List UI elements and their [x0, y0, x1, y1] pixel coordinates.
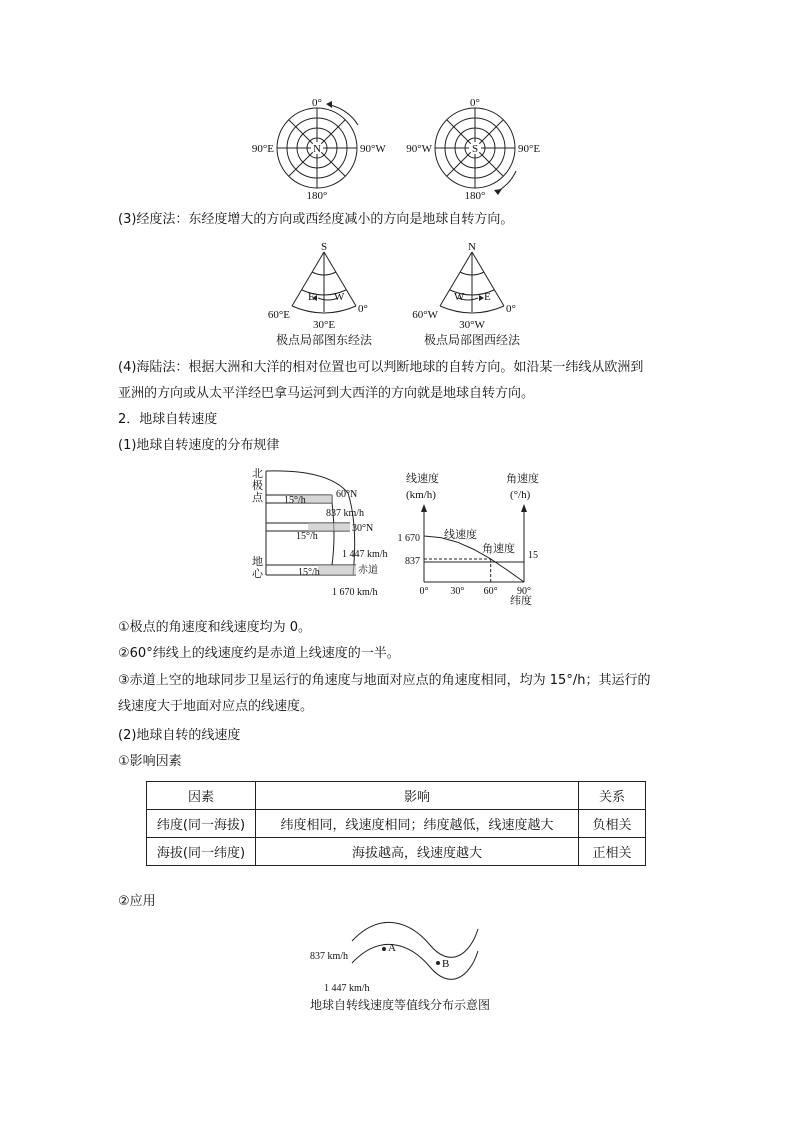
application-heading: ②应用: [118, 894, 156, 909]
speed-latitude-chart: [398, 470, 558, 610]
south-center-label: S: [471, 143, 479, 155]
x-tick-label: 0°: [419, 586, 429, 597]
point-1: ①极点的角速度和线速度均为 0。: [118, 620, 312, 635]
sector-west-right: 0°: [506, 303, 516, 315]
speed-0-label: 1 670 km/h: [332, 587, 378, 598]
sector-west-caption: 极点局部图西经法: [423, 333, 521, 347]
table-cell: 海拔越高，线速度越大: [256, 838, 579, 866]
table-cell: 海拔(同一纬度): [147, 838, 256, 866]
south-left-label: 90°W: [406, 143, 432, 155]
point-3-line-1: ③赤道上空的地球同步卫星运行的角速度与地面对应点的角速度相同，均为 15°/h；其运行的: [118, 673, 651, 688]
section-2-heading: 2．地球自转速度: [118, 412, 218, 427]
factor-table: [146, 781, 646, 866]
sector-east-left: 60°E: [267, 309, 290, 321]
north-pole-char-2: 极: [252, 479, 263, 492]
x-tick-label: 90°: [517, 586, 531, 597]
factors-heading: ①影响因素: [118, 754, 182, 769]
table-cell: 纬度相同，线速度相同；纬度越低，线速度越大: [256, 810, 579, 838]
sector-east-w: W: [334, 291, 345, 303]
table-row: [147, 810, 646, 838]
series-label-linear: 线速度: [444, 528, 477, 541]
south-right-label: 90°E: [518, 143, 541, 155]
sector-west-bottom: 30°W: [459, 319, 485, 331]
earth-center-char-1: 地: [252, 555, 263, 568]
equator-label: 赤道: [358, 565, 378, 576]
sector-east-right: 0°: [358, 303, 368, 315]
earth-rotation-diagram: [248, 465, 398, 605]
north-top-label: 0°: [312, 97, 322, 109]
sector-east-e: E: [308, 291, 315, 303]
north-left-label: 90°E: [251, 143, 274, 155]
para-4-line-1: (4)海陆法：根据大洲和大洋的相对位置也可以判断地球的自转方向。如沿某一纬线从欧洲到: [118, 360, 644, 375]
south-top-label: 0°: [470, 97, 480, 109]
angle-label-3: 15°/h: [298, 567, 320, 578]
table-header-row: [147, 782, 646, 810]
sector-west-w: W: [454, 291, 465, 303]
table-cell: 正相关: [579, 838, 646, 866]
north-center-label: N: [313, 143, 321, 155]
earth-center-char-2: 心: [252, 567, 263, 580]
north-pole-char-1: 北: [252, 467, 263, 480]
table-row: [147, 838, 646, 866]
north-bottom-label: 180°: [306, 190, 328, 202]
y-right-label-2: (°/h): [510, 489, 531, 501]
point-2: ②60°纬线上的线速度约是赤道上线速度的一半。: [118, 646, 400, 661]
isoline-caption: 地球自转线速度等值线分布示意图: [309, 998, 491, 1012]
point-3-line-2: 线速度大于地面对应点的线速度。: [118, 699, 314, 714]
table-header-cell: 关系: [579, 782, 646, 810]
angle-label-2: 15°/h: [296, 531, 318, 542]
sector-east-top: S: [320, 241, 328, 253]
x-tick-label: 30°: [450, 586, 465, 597]
y-left-label-1: 线速度: [406, 472, 439, 485]
series-label-angular: 角速度: [482, 542, 515, 555]
subsection-1-heading: (1)地球自转速度的分布规律: [118, 438, 280, 453]
sector-west-e: E: [484, 291, 491, 303]
angle-label-1: 15°/h: [284, 495, 306, 506]
table-cell: 负相关: [579, 810, 646, 838]
table-cell: 纬度(同一海拔): [147, 810, 256, 838]
y-right-tick-15: 15: [528, 550, 538, 561]
sector-east-bottom: 30°E: [312, 319, 336, 331]
north-pole-char-3: 点: [252, 491, 263, 504]
sector-east-caption: 极点局部图东经法: [275, 333, 373, 347]
north-pole-diagram: [240, 95, 400, 205]
subsection-2-heading: (2)地球自转的线速度: [118, 728, 241, 743]
table-header-cell: 影响: [256, 782, 579, 810]
isoline-diagram: [300, 915, 500, 1015]
isoline-lower-label: 1 447 km/h: [324, 983, 370, 994]
sector-east-diagram: [262, 240, 382, 350]
y-right-label-1: 角速度: [506, 472, 539, 485]
y-tick-837: 837: [405, 556, 420, 567]
table-header-cell: 因素: [147, 782, 256, 810]
south-bottom-label: 180°: [464, 190, 486, 202]
sector-west-diagram: [410, 240, 540, 350]
north-right-label: 90°W: [360, 143, 386, 155]
lat-60-label: 60°N: [336, 489, 358, 500]
y-tick-1670: 1 670: [397, 533, 420, 544]
para-4-line-2: 亚洲的方向或从太平洋经巴拿马运河到大西洋的方向就是地球自转方向。: [118, 386, 535, 401]
x-tick-label: 60°: [483, 586, 498, 597]
x-axis-label: 纬度: [510, 594, 532, 607]
lat-30-label: 30°N: [352, 523, 374, 534]
sector-west-left: 60°W: [412, 309, 438, 321]
para-3-longitude: (3)经度法：东经度增大的方向或西经度减小的方向是地球自转方向。: [118, 212, 514, 227]
speed-30-label: 1 447 km/h: [342, 549, 388, 560]
south-pole-diagram: [398, 95, 558, 205]
point-b-label: B: [442, 958, 450, 970]
isoline-upper-label: 837 km/h: [309, 951, 348, 962]
y-left-label-2: (km/h): [406, 489, 436, 501]
speed-60-label: 837 km/h: [326, 508, 365, 519]
point-a-label: A: [388, 942, 396, 954]
sector-west-top: N: [468, 241, 476, 253]
